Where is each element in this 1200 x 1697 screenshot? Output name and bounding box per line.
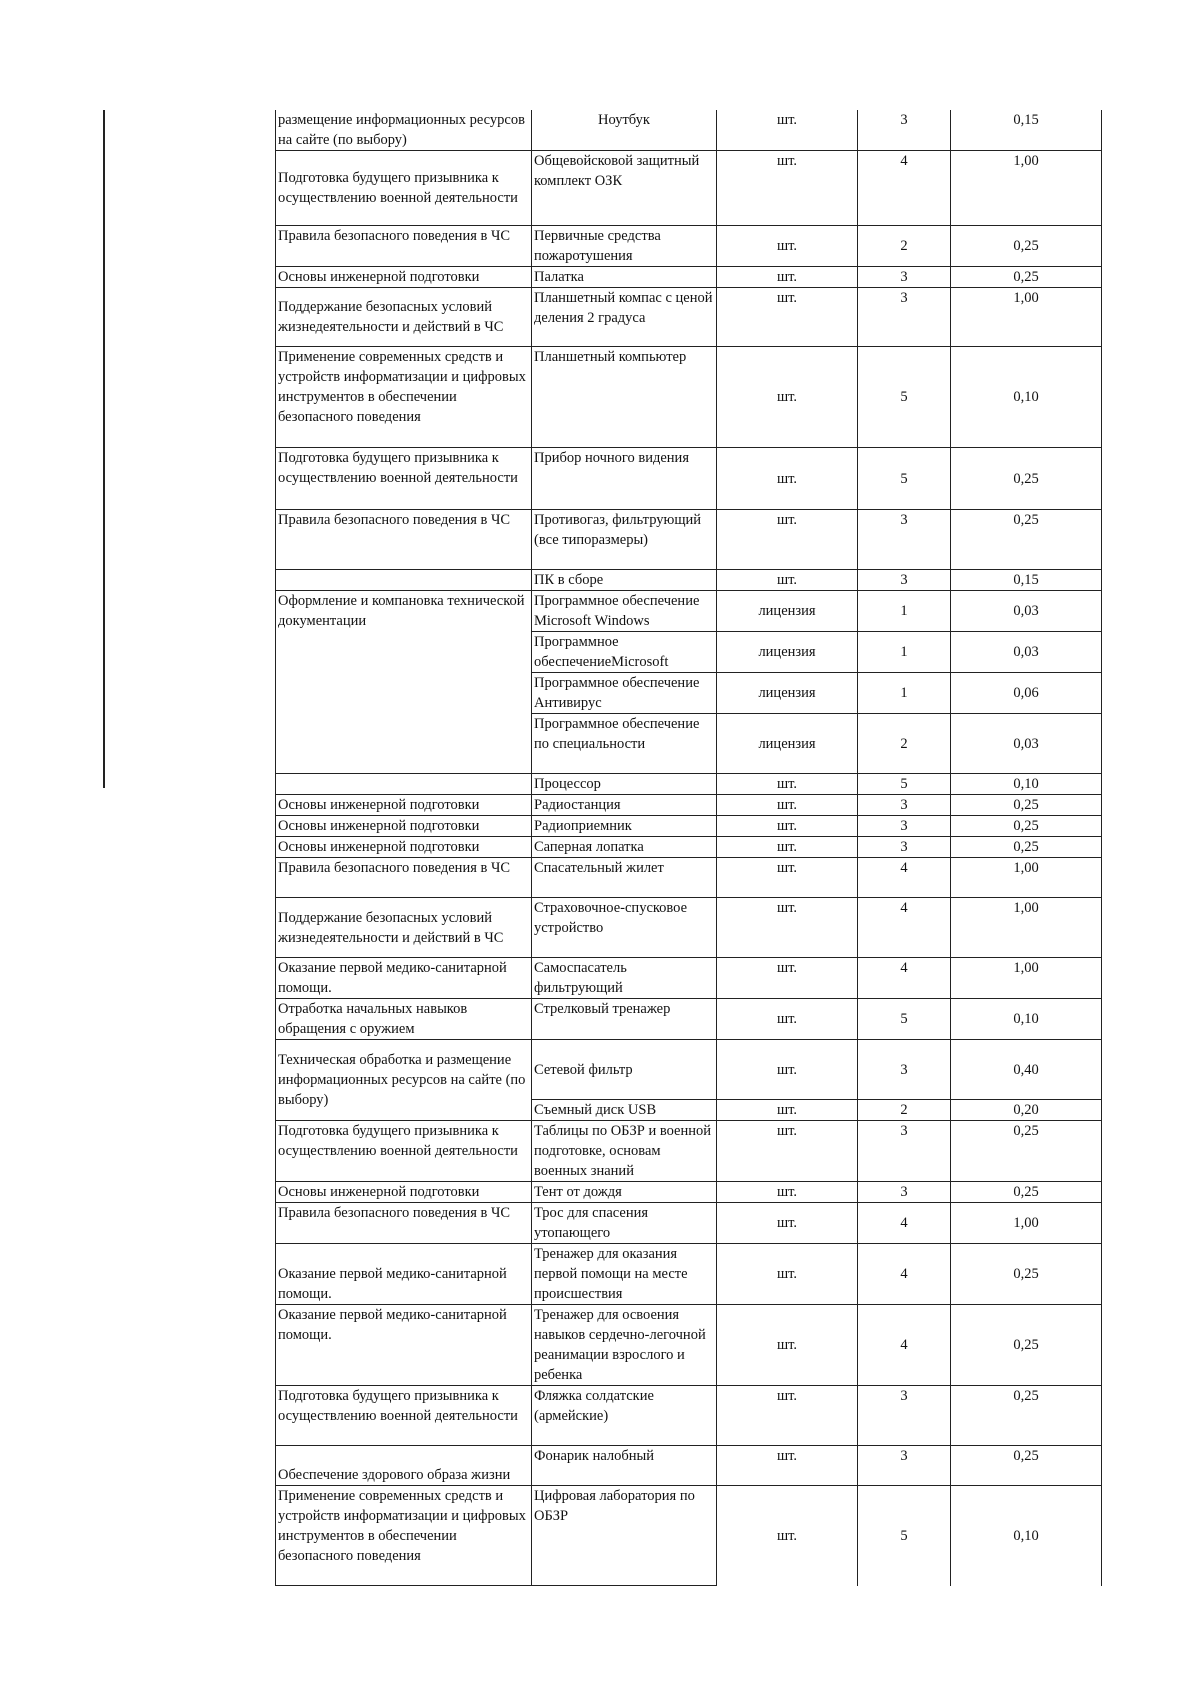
- unit-cell: лицензия: [717, 591, 858, 632]
- unit-cell: лицензия: [717, 673, 858, 714]
- topic-cell: Оказание первой медико-санитарной помощи.: [276, 1244, 532, 1305]
- quantity-cell: 3: [858, 1121, 951, 1182]
- coefficient-cell: 0,25: [951, 226, 1102, 267]
- table-row: [276, 1446, 1102, 1486]
- item-cell: Планшетный компас с ценой деления 2 градуса: [532, 288, 717, 347]
- quantity-cell: 3: [858, 1040, 951, 1100]
- table-row: [276, 898, 1102, 958]
- table-row: [276, 288, 1102, 347]
- topic-cell: Правила безопасного поведения в ЧС: [276, 858, 532, 898]
- quantity-cell: 5: [858, 347, 951, 448]
- item-cell: Палатка: [532, 267, 717, 288]
- quantity-cell: 4: [858, 1244, 951, 1305]
- quantity-cell: 4: [858, 958, 951, 999]
- item-cell: Программное обеспечение Microsoft Windows: [532, 591, 717, 632]
- item-cell: Фонарик налобный: [532, 1446, 717, 1486]
- item-cell: Трос для спасения утопающего: [532, 1203, 717, 1244]
- quantity-cell: 3: [858, 1446, 951, 1486]
- unit-cell: шт.: [717, 1386, 858, 1446]
- topic-cell: Основы инженерной подготовки: [276, 816, 532, 837]
- coefficient-cell: 0,10: [951, 774, 1102, 795]
- unit-cell: лицензия: [717, 714, 858, 774]
- unit-cell: шт.: [717, 795, 858, 816]
- table-row: [276, 1121, 1102, 1182]
- table-row: [276, 591, 1102, 632]
- unit-cell: лицензия: [717, 632, 858, 673]
- quantity-cell: 4: [858, 151, 951, 226]
- quantity-cell: 3: [858, 570, 951, 591]
- topic-cell: Правила безопасного поведения в ЧС: [276, 510, 532, 570]
- topic-cell: Поддержание безопасных условий жизнедеятельности и действий в ЧС: [276, 898, 532, 958]
- quantity-cell: 3: [858, 1182, 951, 1203]
- unit-cell: шт.: [717, 1486, 858, 1586]
- table-row: [276, 795, 1102, 816]
- quantity-cell: 5: [858, 1486, 951, 1586]
- coefficient-cell: 0,03: [951, 632, 1102, 673]
- table-row: [276, 816, 1102, 837]
- table-row: [276, 1244, 1102, 1305]
- table-row: [276, 774, 1102, 795]
- item-cell: Радиоприемник: [532, 816, 717, 837]
- coefficient-cell: 0,25: [951, 1386, 1102, 1446]
- quantity-cell: 3: [858, 510, 951, 570]
- unit-cell: шт.: [717, 999, 858, 1040]
- unit-cell: шт.: [717, 1203, 858, 1244]
- topic-cell: Обеспечение здорового образа жизни: [276, 1446, 532, 1486]
- unit-cell: шт.: [717, 958, 858, 999]
- topic-cell: Правила безопасного поведения в ЧС: [276, 226, 532, 267]
- coefficient-cell: 0,03: [951, 714, 1102, 774]
- coefficient-cell: 0,25: [951, 267, 1102, 288]
- table-row: [276, 448, 1102, 510]
- topic-cell: Правила безопасного поведения в ЧС: [276, 1203, 532, 1244]
- item-cell: Тренажер для освоения навыков сердечно-легочной реанимации взрослого и ребенка: [532, 1305, 717, 1386]
- table-row: [276, 267, 1102, 288]
- quantity-cell: 2: [858, 714, 951, 774]
- coefficient-cell: 0,15: [951, 570, 1102, 591]
- quantity-cell: 1: [858, 673, 951, 714]
- table-row: [276, 1182, 1102, 1203]
- quantity-cell: 4: [858, 898, 951, 958]
- unit-cell: шт.: [717, 1244, 858, 1305]
- item-cell: Первичные средства пожаротушения: [532, 226, 717, 267]
- quantity-cell: 3: [858, 288, 951, 347]
- table-row: [276, 837, 1102, 858]
- unit-cell: шт.: [717, 816, 858, 837]
- topic-cell: Техническая обработка и размещение информационных ресурсов на сайте (по выбору): [276, 1040, 532, 1121]
- coefficient-cell: 1,00: [951, 898, 1102, 958]
- coefficient-cell: 1,00: [951, 1203, 1102, 1244]
- coefficient-cell: 0,25: [951, 448, 1102, 510]
- table-row: [276, 999, 1102, 1040]
- item-cell: Процессор: [532, 774, 717, 795]
- table-row: [276, 347, 1102, 448]
- unit-cell: шт.: [717, 1446, 858, 1486]
- coefficient-cell: 0,25: [951, 837, 1102, 858]
- coefficient-cell: 0,25: [951, 795, 1102, 816]
- item-cell: Планшетный компьютер: [532, 347, 717, 448]
- quantity-cell: 4: [858, 858, 951, 898]
- unit-cell: шт.: [717, 1040, 858, 1100]
- unit-cell: шт.: [717, 288, 858, 347]
- quantity-cell: 2: [858, 226, 951, 267]
- topic-cell: Подготовка будущего призывника к осуществлению военной деятельности: [276, 448, 532, 510]
- coefficient-cell: 0,25: [951, 1446, 1102, 1486]
- coefficient-cell: 0,25: [951, 816, 1102, 837]
- item-cell: Таблицы по ОБЗР и военной подготовке, основам военных знаний: [532, 1121, 717, 1182]
- coefficient-cell: 0,10: [951, 1486, 1102, 1586]
- unit-cell: шт.: [717, 1182, 858, 1203]
- topic-cell: [276, 570, 532, 591]
- unit-cell: шт.: [717, 858, 858, 898]
- quantity-cell: 5: [858, 448, 951, 510]
- quantity-cell: 4: [858, 1305, 951, 1386]
- unit-cell: шт.: [717, 226, 858, 267]
- item-cell: Общевойсковой защитный комплект ОЗК: [532, 151, 717, 226]
- topic-cell: Основы инженерной подготовки: [276, 1182, 532, 1203]
- coefficient-cell: 0,03: [951, 591, 1102, 632]
- topic-cell: Подготовка будущего призывника к осуществлению военной деятельности: [276, 1121, 532, 1182]
- coefficient-cell: 0,15: [951, 110, 1102, 151]
- quantity-cell: 3: [858, 1386, 951, 1446]
- item-cell: Ноутбук: [532, 110, 717, 151]
- item-cell: Тент от дождя: [532, 1182, 717, 1203]
- unit-cell: шт.: [717, 151, 858, 226]
- quantity-cell: 2: [858, 1100, 951, 1121]
- quantity-cell: 5: [858, 774, 951, 795]
- quantity-cell: 4: [858, 1203, 951, 1244]
- table-row: [276, 151, 1102, 226]
- item-cell: Съемный диск USB: [532, 1100, 717, 1121]
- item-cell: Программное обеспечение по специальности: [532, 714, 717, 774]
- table-row: [276, 1386, 1102, 1446]
- table-row: [276, 1305, 1102, 1386]
- unit-cell: шт.: [717, 1100, 858, 1121]
- topic-cell: Оформление и компановка технической документации: [276, 591, 532, 774]
- topic-cell: размещение информационных ресурсов на сайте (по выбору): [276, 110, 532, 151]
- coefficient-cell: 0,25: [951, 510, 1102, 570]
- unit-cell: шт.: [717, 898, 858, 958]
- table-row: [276, 1040, 1102, 1100]
- unit-cell: шт.: [717, 1305, 858, 1386]
- table-row: [276, 958, 1102, 999]
- table-row: [276, 110, 1102, 151]
- quantity-cell: 5: [858, 999, 951, 1040]
- unit-cell: шт.: [717, 1121, 858, 1182]
- coefficient-cell: 1,00: [951, 288, 1102, 347]
- unit-cell: шт.: [717, 110, 858, 151]
- coefficient-cell: 0,06: [951, 673, 1102, 714]
- equipment-table: [275, 110, 1102, 1586]
- table-row: [276, 1203, 1102, 1244]
- item-cell: Противогаз, фильтрующий (все типоразмеры): [532, 510, 717, 570]
- topic-cell: [276, 774, 532, 795]
- topic-cell: Отработка начальных навыков обращения с оружием: [276, 999, 532, 1040]
- table-row: [276, 226, 1102, 267]
- item-cell: Стрелковый тренажер: [532, 999, 717, 1040]
- topic-cell: Оказание первой медико-санитарной помощи.: [276, 958, 532, 999]
- coefficient-cell: 0,25: [951, 1182, 1102, 1203]
- coefficient-cell: 0,10: [951, 347, 1102, 448]
- coefficient-cell: 0,40: [951, 1040, 1102, 1100]
- table-row: [276, 1486, 1102, 1586]
- unit-cell: шт.: [717, 774, 858, 795]
- topic-cell: Основы инженерной подготовки: [276, 795, 532, 816]
- item-cell: Цифровая лаборатория по ОБЗР: [532, 1486, 717, 1586]
- item-cell: Тренажер для оказания первой помощи на месте происшествия: [532, 1244, 717, 1305]
- unit-cell: шт.: [717, 510, 858, 570]
- topic-cell: Применение современных средств и устройств информатизации и цифровых инструментов в обеспечении безопасного поведения: [276, 347, 532, 448]
- coefficient-cell: 0,25: [951, 1244, 1102, 1305]
- topic-cell: Подготовка будущего призывника к осуществлению военной деятельности: [276, 1386, 532, 1446]
- table-row: [276, 510, 1102, 570]
- item-cell: Прибор ночного видения: [532, 448, 717, 510]
- quantity-cell: 1: [858, 632, 951, 673]
- table-row: [276, 858, 1102, 898]
- item-cell: Саперная лопатка: [532, 837, 717, 858]
- item-cell: Страховочное-спусковое устройство: [532, 898, 717, 958]
- quantity-cell: 1: [858, 591, 951, 632]
- topic-cell: Поддержание безопасных условий жизнедеятельности и действий в ЧС: [276, 288, 532, 347]
- unit-cell: шт.: [717, 570, 858, 591]
- quantity-cell: 3: [858, 837, 951, 858]
- coefficient-cell: 1,00: [951, 858, 1102, 898]
- item-cell: Сетевой фильтр: [532, 1040, 717, 1100]
- coefficient-cell: 1,00: [951, 958, 1102, 999]
- item-cell: Радиостанция: [532, 795, 717, 816]
- topic-cell: Основы инженерной подготовки: [276, 837, 532, 858]
- unit-cell: шт.: [717, 347, 858, 448]
- quantity-cell: 3: [858, 110, 951, 151]
- coefficient-cell: 1,00: [951, 151, 1102, 226]
- quantity-cell: 3: [858, 816, 951, 837]
- item-cell: Самоспасатель фильтрующий: [532, 958, 717, 999]
- unit-cell: шт.: [717, 448, 858, 510]
- topic-cell: Основы инженерной подготовки: [276, 267, 532, 288]
- item-cell: Спасательный жилет: [532, 858, 717, 898]
- item-cell: Фляжка солдатские (армейские): [532, 1386, 717, 1446]
- unit-cell: шт.: [717, 267, 858, 288]
- left-margin-rule: [103, 110, 105, 788]
- table-row: [276, 570, 1102, 591]
- item-cell: ПК в сборе: [532, 570, 717, 591]
- unit-cell: шт.: [717, 837, 858, 858]
- topic-cell: Оказание первой медико-санитарной помощи.: [276, 1305, 532, 1386]
- coefficient-cell: 0,25: [951, 1121, 1102, 1182]
- topic-cell: Применение современных средств и устройств информатизации и цифровых инструментов в обеспечении безопасного поведения: [276, 1486, 532, 1586]
- item-cell: Программное обеспечение Антивирус: [532, 673, 717, 714]
- quantity-cell: 3: [858, 267, 951, 288]
- coefficient-cell: 0,25: [951, 1305, 1102, 1386]
- coefficient-cell: 0,20: [951, 1100, 1102, 1121]
- coefficient-cell: 0,10: [951, 999, 1102, 1040]
- topic-cell: Подготовка будущего призывника к осуществлению военной деятельности: [276, 151, 532, 226]
- quantity-cell: 3: [858, 795, 951, 816]
- item-cell: Программное обеспечениеMicrosoft: [532, 632, 717, 673]
